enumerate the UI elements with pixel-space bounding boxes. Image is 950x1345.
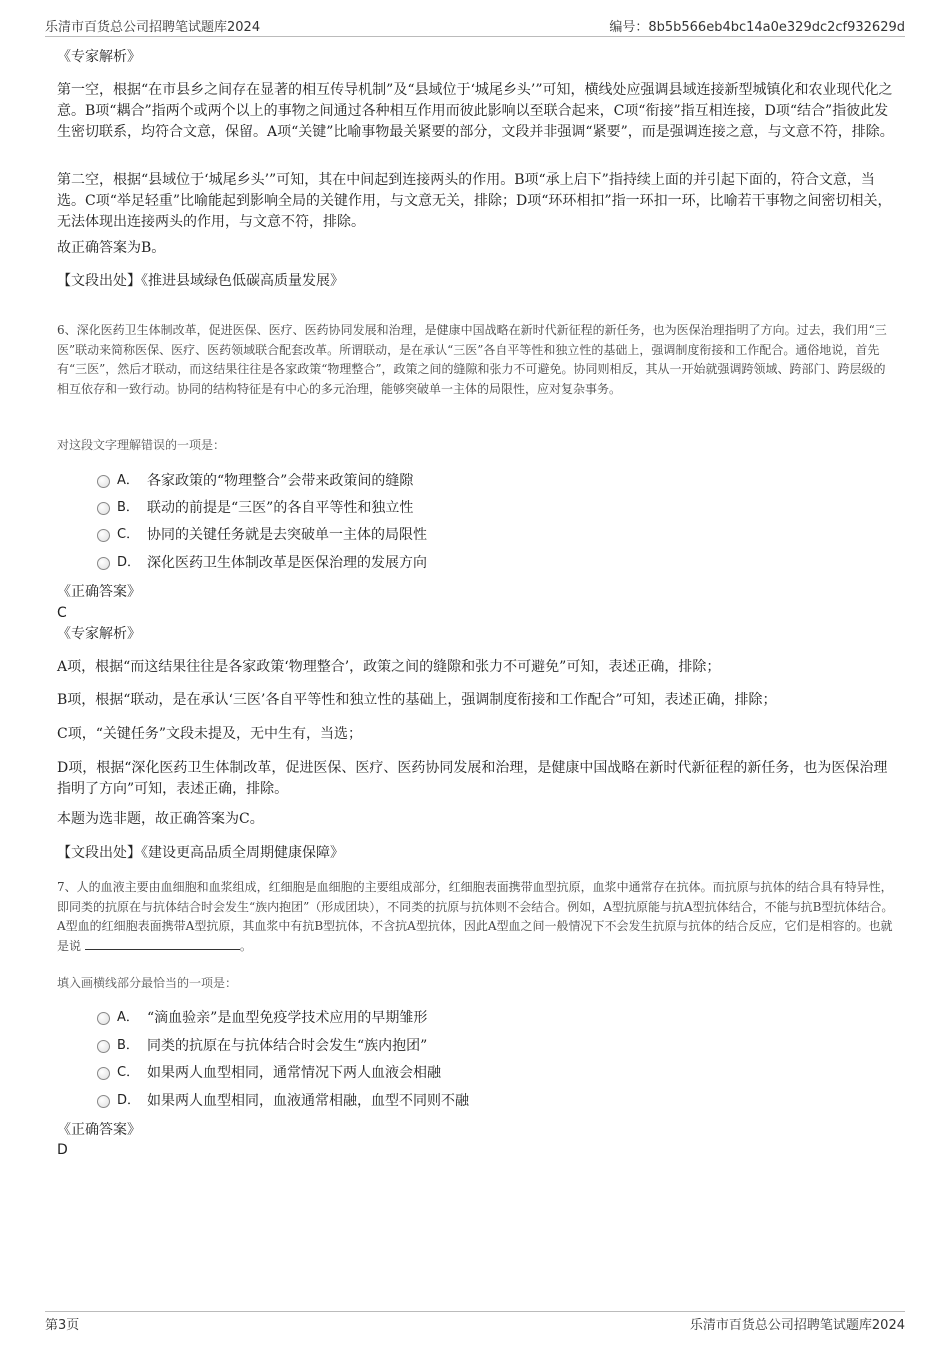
page-header	[45, 16, 905, 36]
q7-option-a[interactable]	[97, 1006, 857, 1030]
radio-button-icon[interactable]	[97, 1012, 110, 1025]
prev-conclusion: 故正确答案为B。	[57, 240, 166, 256]
option-letter: B．	[117, 1038, 139, 1053]
option-text: 深化医药卫生体制改革是医保治理的发展方向	[147, 555, 427, 571]
q7-answer-label: 《正确答案》	[57, 1122, 141, 1138]
option-letter: A．	[117, 473, 139, 488]
q6-option-b[interactable]	[97, 496, 857, 520]
option-text: 如果两人血型相同，通常情况下两人血液会相融	[147, 1065, 441, 1081]
q6-option-c[interactable]	[97, 523, 857, 547]
prev-analysis-label: 《专家解析》	[57, 49, 141, 65]
option-letter: D．	[117, 555, 141, 570]
radio-button-icon[interactable]	[97, 475, 110, 488]
q6-analysis-a: A项，根据“而这结果往往是各家政策‘物理整合’，政策之间的缝隙和张力不可避免”可知，表述正确，排除；	[57, 659, 721, 675]
option-text: 各家政策的“物理整合”会带来政策间的缝隙	[147, 473, 414, 489]
q6-option-d[interactable]	[97, 551, 857, 575]
prev-analysis-paragraph-2: 第二空，根据“县域位于‘城尾乡头’”可知，其在中间起到连接两头的作用。B项“承上启下”指持续上面的并引起下面的，符合文意，当选。C项“举足轻重”比喻能起到影响全局的关键作用，与文意无关，排除；D项“环环相扣”指一环扣一环，比喻若干事物之间密切相关，无法体现出连接两头的作用，与文意不符，排除。	[57, 172, 892, 230]
q7-stem-end: 。	[239, 938, 252, 953]
option-text: 协同的关键任务就是去突破单一主体的局限性	[147, 527, 427, 543]
q6-answer: C	[57, 605, 67, 621]
q7-stem	[57, 878, 897, 956]
q6-analysis-d: D项，根据“深化医药卫生体制改革，促进医保、医疗、医药协同发展和治理，是健康中国战略在新时代新征程的新任务，也为医保治理指明了方向”可知，表述正确，排除。	[57, 760, 888, 797]
radio-button-icon[interactable]	[97, 1040, 110, 1053]
option-letter: D．	[117, 1093, 141, 1108]
header-serial-number: 编号：8b5b566eb4bc14a0e329dc2cf932629d	[609, 20, 905, 35]
radio-button-icon[interactable]	[97, 1095, 110, 1108]
q6-analysis-b: B项，根据“联动，是在承认‘三医’各自平等性和独立性的基础上，强调制度衔接和工作配合”可知，表述正确，排除；	[57, 692, 777, 708]
q7-option-b[interactable]	[97, 1034, 857, 1058]
option-text: 同类的抗原在与抗体结合时会发生“族内抱团”	[147, 1038, 428, 1054]
option-letter: C．	[117, 1065, 140, 1080]
q6-conclusion: 本题为选非题，故正确答案为C。	[57, 811, 264, 827]
prev-source: 【文段出处】《推进县域绿色低碳高质量发展》	[57, 273, 344, 289]
q7-option-c[interactable]	[97, 1061, 857, 1085]
q7-prompt: 填入画横线部分最恰当的一项是：	[57, 976, 238, 990]
q6-source: 【文段出处】《建设更高品质全周期健康保障》	[57, 845, 344, 861]
page-number: 第3页	[45, 1318, 80, 1333]
q6-analysis-c: C项，“关键任务”文段未提及，无中生有，当选；	[57, 726, 363, 742]
footer-title: 乐清市百货总公司招聘笔试题库2024	[689, 1318, 905, 1333]
radio-button-icon[interactable]	[97, 502, 110, 515]
option-text: 如果两人血型相同，血液通常相融，血型不同则不融	[147, 1093, 469, 1109]
option-text: “滴血验亲”是血型免疫学技术应用的早期雏形	[147, 1010, 428, 1026]
option-letter: A．	[117, 1010, 139, 1025]
footer-divider	[45, 1311, 905, 1312]
q6-option-a[interactable]	[97, 469, 857, 493]
header-divider	[45, 36, 905, 37]
header-title: 乐清市百货总公司招聘笔试题库2024	[45, 20, 261, 35]
page-footer	[45, 1314, 905, 1334]
radio-button-icon[interactable]	[97, 557, 110, 570]
q6-stem: 6、深化医药卫生体制改革，促进医保、医疗、医药协同发展和治理，是健康中国战略在新时代新征程的新任务，也为医保治理指明了方向。过去，我们用“三医”联动来简称医保、医疗、医药领域联合配套改革。所谓联动，是在承认“三医”各自平等性和独立性的基础上，强调制度衔接和工作配合。通俗地说，首先有“三医”，然后才联动，而这结果往往是各家政策“物理整合”，政策之间的缝隙和张力不可避免。协同则相反，其从一开始就强调跨领域、跨部门、跨层级的相互依存和一致行动。协同的结构特征是有中心的多元治理，能够突破单一主体的局限性，应对复杂事务。	[57, 323, 887, 396]
q6-analysis-label: 《专家解析》	[57, 626, 141, 642]
q7-option-d[interactable]	[97, 1089, 857, 1113]
q7-stem-text: 7、人的血液主要由血细胞和血浆组成，红细胞是血细胞的主要组成部分，红细胞表面携带血型抗原，血浆中通常存在抗体。而抗原与抗体的结合具有特异性，即同类的抗原在与抗体结合时会发生“族内抱团”（形成团块），不同类的抗原与抗体则不会结合。例如，A型抗原能与抗A型抗体结合，不能与抗B型抗体结合。A型血的红细胞表面携带A型抗原，其血浆中有抗B型抗体，不含抗A型抗体，因此A型血之间一般情况下不会发生抗原与抗体的结合反应，它们是相容的。也就是说	[57, 880, 894, 953]
option-letter: B．	[117, 500, 139, 515]
fill-in-blank	[85, 937, 240, 950]
option-letter: C．	[117, 527, 140, 542]
option-text: 联动的前提是“三医”的各自平等性和独立性	[147, 500, 414, 516]
radio-button-icon[interactable]	[97, 529, 110, 542]
q6-answer-label: 《正确答案》	[57, 584, 141, 600]
prev-analysis-paragraph-1: 第一空，根据“在市县乡之间存在显著的相互传导机制”及“县域位于‘城尾乡头’”可知，横线处应强调县域连接新型城镇化和农业现代化之意。B项“耦合”指两个或两个以上的事物之间通过各种相互作用而彼此影响以至联合起来，C项“衔接”指互相连接，D项“结合”指彼此发生密切联系，均符合文意，保留。A项“关键”比喻事物最关紧要的部分，文段并非强调“紧要”，而是强调连接之意，与文意不符，排除。	[57, 82, 894, 140]
radio-button-icon[interactable]	[97, 1067, 110, 1080]
q6-prompt: 对这段文字理解错误的一项是：	[57, 438, 226, 452]
q7-answer: D	[57, 1142, 68, 1158]
